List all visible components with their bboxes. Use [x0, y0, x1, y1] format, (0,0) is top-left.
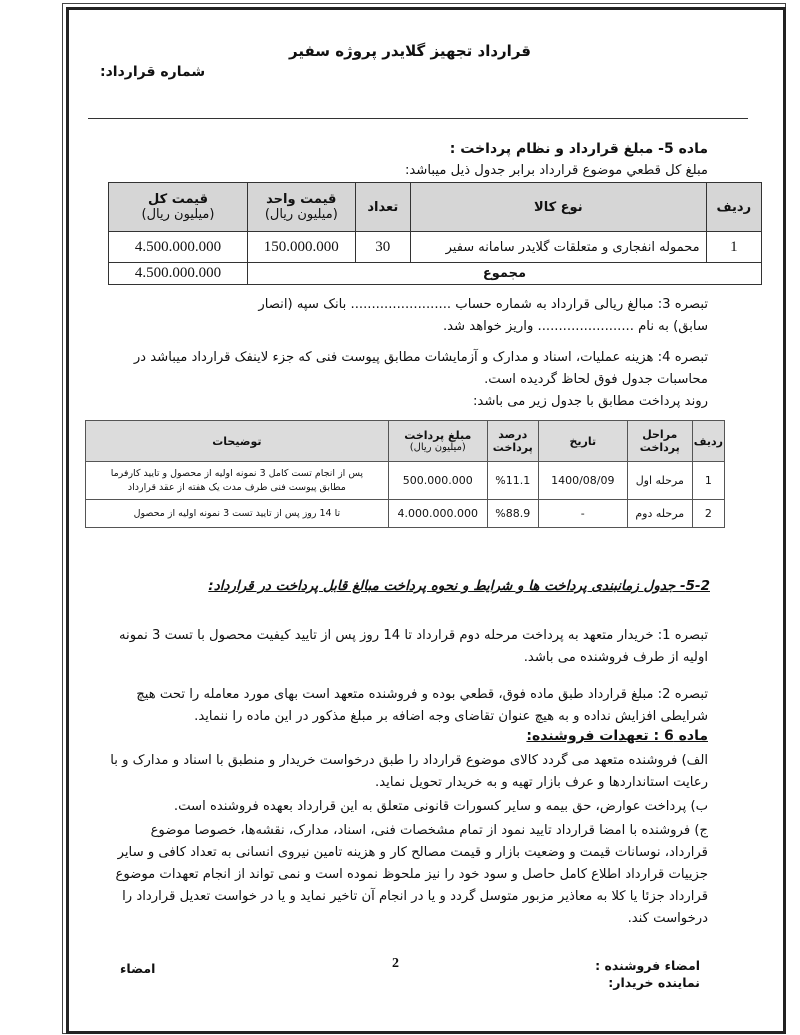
pt-col-percent: درصد پرداخت [487, 421, 538, 462]
col-qty-header: تعداد [355, 183, 410, 232]
note4-line2: محاسبات جدول فوق لحاظ گردیده است. [484, 372, 708, 387]
pt-cell-stage: مرحله اول [627, 462, 692, 500]
table-header-row [109, 183, 762, 232]
contract-number-label: شماره قرارداد: [100, 64, 206, 80]
col-row-header: ردیف [706, 183, 761, 232]
pt-cell-row: 1 [692, 462, 724, 500]
a6-c-line1: ج) فروشنده با امضا قرارداد تایید نمود از تمام مشخصات فنی، اسناد، مدارک، نقشه‌ها، خصوصا موضوع [150, 823, 708, 838]
pt-desc-line1: پس از انجام تست کامل 3 نمونه اولیه از محصول و تایید کارفرما [110, 467, 364, 479]
table-row [109, 232, 762, 263]
table-sum-row [109, 263, 762, 285]
col-total-header [109, 183, 248, 232]
pt-amount-label: مبلغ پرداخت [404, 429, 472, 442]
article6-heading: ماده 6 : تعهدات فروشنده: [526, 728, 708, 744]
buyer-representative-label: نماینده خریدار: [608, 975, 700, 990]
section52-heading: 5-2- جدول زمانبندی پرداخت ها و شرایط و نحوه پرداخت مبالغ قابل پرداخت در قرارداد: [208, 578, 710, 594]
pt-amount-unit: (میلیون ریال) [409, 442, 466, 453]
pt-cell-date: - [538, 500, 627, 528]
s52-note1-line1: تبصره 1: خریدار متعهد به پرداخت مرحله دوم قرارداد تا 14 روز پس از تایید کیفیت محصول با تست 3 نمونه [118, 628, 708, 643]
sum-value: 4.500.000.000 [109, 263, 248, 285]
a6-c-line4: قرارداد جزئا یا کلا به معاذیر مزبور متوسل گردد و یا در انجام آن تاخیر نماید و یا در خواست تعدیل قرارداد را [122, 889, 708, 904]
a6-c-line2: قرارداد، نوسانات قیمت و وضعیت بازار و قیمت مصالح کار و هزینه تامین نیروی انسانی به تعداد کافی و سایر [117, 845, 708, 860]
pt-col-amount [388, 421, 487, 462]
pt-cell-percent: %11.1 [487, 462, 538, 500]
col-item-header: نوع کالا [410, 183, 706, 232]
pt-col-date: تاریخ [538, 421, 627, 462]
pt-col-desc: توضیحات [86, 421, 389, 462]
signature-label: امضاء [120, 961, 156, 976]
payment-intro: روند پرداخت مطابق با جدول زیر می باشد: [472, 394, 708, 409]
pt-cell-row: 2 [692, 500, 724, 528]
payment-schedule-table [85, 420, 725, 528]
unit-price-unit: (میلیون ریال) [264, 207, 338, 222]
cell-qty: 30 [355, 232, 410, 263]
document-title: قرارداد تجهیز گلایدر پروژه سفیر [289, 42, 531, 60]
pt-col-row: ردیف [692, 421, 724, 462]
contract-amount-table [108, 182, 762, 285]
table-row [86, 462, 725, 500]
a6-b-line1: ب) پرداخت عوارض، حق بیمه و سایر کسورات قانونی متعلق به این قرارداد بعهده فروشنده است. [173, 799, 708, 814]
page-number: 2 [392, 956, 399, 971]
pt-cell-desc [86, 500, 389, 528]
note4-line1: تبصره 4: هزینه عملیات، اسناد و مدارک و آزمایشات مطابق پیوست فنی که جزء لاینفک قرارداد میباشد در [133, 350, 708, 365]
pt-cell-amount: 4.000.000.000 [388, 500, 487, 528]
cell-unit-price: 150.000.000 [248, 232, 356, 263]
s52-note2-line1: تبصره 2: مبلغ قرارداد طبق ماده فوق، قطعي بوده و فروشنده متعهد است بهای مورد معامله را تحت هيچ [136, 687, 708, 702]
a6-a-line1: الف) فروشنده متعهد می گردد کالای موضوع قرارداد را طبق درخواست خریدار و منطبق با اسناد و مدارک و با [110, 753, 708, 768]
col-unit-price-header [248, 183, 356, 232]
unit-price-label: قیمت واحد [266, 192, 337, 207]
pt-col-stage: مراحل پرداخت [627, 421, 692, 462]
table-row [86, 500, 725, 528]
note3-line1: تبصره 3: مبالغ ریالی قرارداد به شماره حساب ........................ بانک سپه (انصار [258, 297, 708, 312]
total-unit: (میلیون ریال) [141, 207, 215, 222]
total-label: قیمت کل [148, 192, 208, 207]
article5-heading: ماده 5- مبلغ قرارداد و نظام پرداخت : [449, 141, 708, 157]
cell-total: 4.500.000.000 [109, 232, 248, 263]
pt-cell-desc [86, 462, 389, 500]
pt-cell-date: 1400/08/09 [538, 462, 627, 500]
pt-desc-line2: مطابق پیوست فنی طرف مدت یک هفته از عقد قرارداد [127, 481, 346, 493]
article5-intro: مبلغ کل قطعي موضوع قرارداد برابر جدول ذیل میباشد: [404, 163, 708, 178]
s52-note2-line2: شرایطی افزایش نداده و به هیچ عنوان تقاضای وجه اضافه بر مبلغ مذکور در این ماده را ننماید. [194, 709, 708, 724]
cell-item: محموله انفجاری و متعلقات گلایدر سامانه سفیر [410, 232, 706, 263]
note3-line2: سابق) به نام ....................... واریز خواهد شد. [442, 319, 708, 334]
cell-row: 1 [706, 232, 761, 263]
pt-desc-line1: تا 14 روز پس از تایید تست 3 نمونه اولیه از محصول [133, 508, 341, 519]
seller-signature-label: امضاء فروشنده : [595, 958, 700, 973]
payment-table-header [86, 421, 725, 462]
pt-cell-percent: %88.9 [487, 500, 538, 528]
a6-a-line2: رعایت استانداردها و عرف بازار تهیه و به خریدار تحویل نماید. [375, 775, 708, 790]
pt-cell-stage: مرحله دوم [627, 500, 692, 528]
a6-c-line5: درخواست کند. [627, 911, 708, 926]
header-divider [88, 118, 748, 119]
pt-cell-amount: 500.000.000 [388, 462, 487, 500]
a6-c-line3: جزییات قرارداد اطلاع کامل حاصل و سود خود را نیز ملحوظ نموده است و نمی تواند از انجام تعهدات موضوع [115, 867, 708, 882]
sum-label: مجموع [248, 263, 762, 285]
s52-note1-line2: اولیه از طرف فروشنده می باشد. [523, 650, 708, 665]
